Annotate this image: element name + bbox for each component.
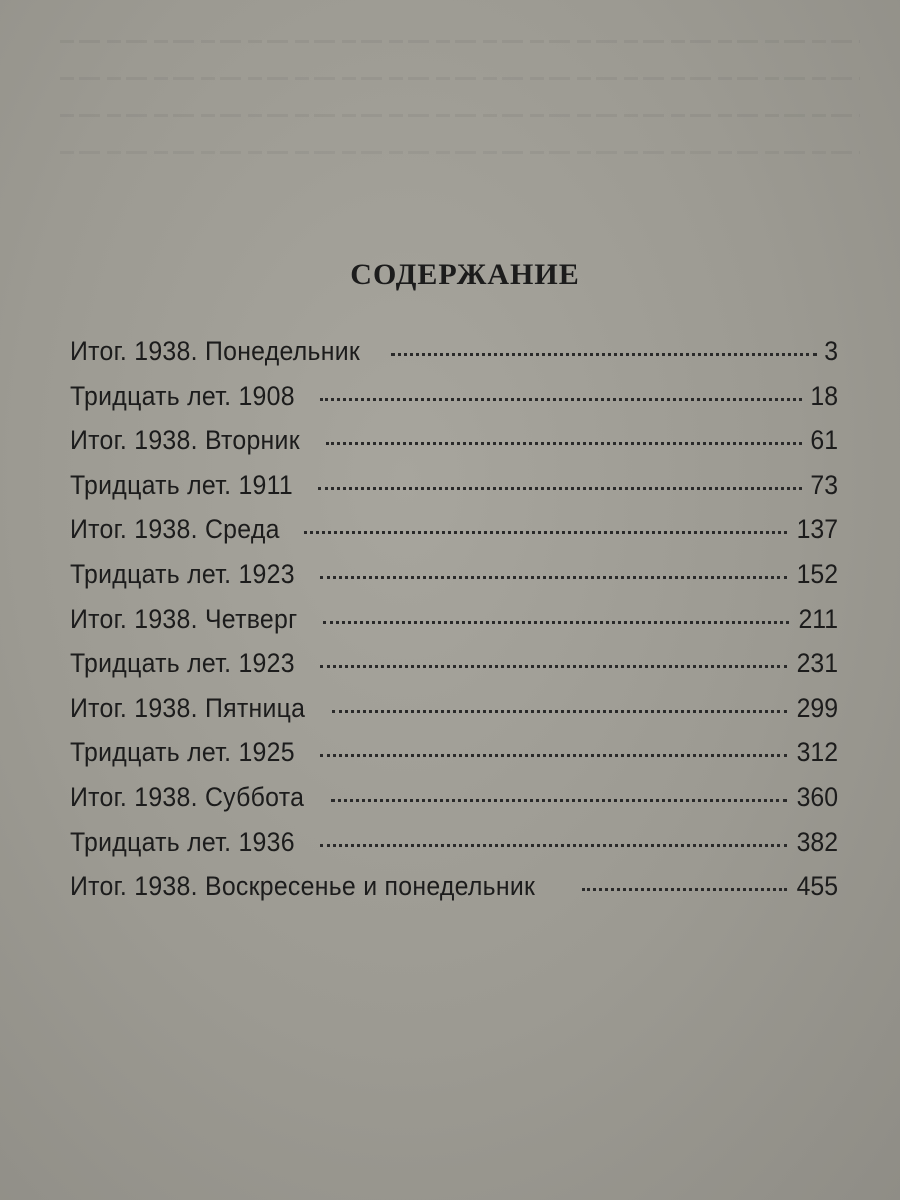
toc-entry-title: Итог. 1938. Четверг	[70, 603, 298, 634]
dot-leader	[331, 799, 787, 802]
toc-entry-title: Итог. 1938. Суббота	[70, 781, 305, 812]
toc-entry-page: 152	[796, 558, 838, 589]
toc-entry-page: 360	[796, 781, 838, 812]
toc-entry-page: 299	[796, 692, 838, 723]
toc-entry	[70, 871, 838, 916]
toc-entry-title: Итог. 1938. Понедельник	[70, 336, 361, 366]
toc-entry-title: Итог. 1938. Вторник	[70, 425, 300, 456]
contents-heading: СОДЕРЖАНИЕ	[350, 258, 580, 291]
dot-leader	[323, 621, 789, 624]
bleed-through-text	[60, 40, 860, 240]
toc-entry-page: 382	[796, 826, 838, 857]
dot-leader	[332, 710, 787, 713]
dot-leader	[320, 576, 787, 579]
toc-entry-title: Итог. 1938. Среда	[70, 514, 280, 545]
toc-entry-page: 18	[810, 380, 838, 411]
toc-entry	[70, 381, 838, 426]
toc-entry	[70, 604, 838, 649]
dot-leader	[318, 487, 802, 490]
toc-list	[70, 336, 838, 916]
toc-entry-page: 211	[798, 603, 838, 634]
toc-entry-title: Тридцать лет. 1911	[70, 469, 293, 500]
toc-entry	[70, 693, 838, 738]
toc-entry-title: Тридцать лет. 1936	[70, 826, 295, 857]
dot-leader	[582, 888, 787, 891]
toc-entry-page: 312	[796, 737, 838, 768]
toc-entry	[70, 425, 838, 470]
toc-entry-title: Итог. 1938. Воскресенье и понедельник	[70, 871, 536, 902]
toc-entry	[70, 737, 838, 782]
toc-entry-page: 73	[810, 469, 838, 500]
toc-entry-title: Тридцать лет. 1908	[70, 380, 295, 411]
dot-leader	[320, 754, 787, 757]
toc-entry-title: Тридцать лет. 1923	[70, 648, 295, 679]
toc-entry-page: 455	[796, 871, 838, 902]
dot-leader	[320, 398, 802, 401]
toc-entry	[70, 559, 838, 604]
toc-entry	[70, 336, 838, 381]
dot-leader	[391, 353, 817, 356]
dot-leader	[304, 531, 787, 534]
toc-entry	[70, 514, 838, 559]
dot-leader	[320, 665, 787, 668]
toc-entry-page: 3	[824, 336, 838, 366]
toc-entry-title: Тридцать лет. 1925	[70, 737, 295, 768]
toc-entry-page: 137	[796, 514, 838, 545]
toc-entry	[70, 782, 838, 827]
toc-entry-title: Тридцать лет. 1923	[70, 558, 295, 589]
dot-leader	[320, 844, 787, 847]
dot-leader	[326, 442, 802, 445]
toc-entry-page: 231	[796, 648, 838, 679]
toc-entry	[70, 470, 838, 515]
toc-entry-title: Итог. 1938. Пятница	[70, 692, 306, 723]
toc-entry	[70, 648, 838, 693]
toc-entry	[70, 827, 838, 872]
toc-entry-page: 61	[810, 425, 838, 456]
